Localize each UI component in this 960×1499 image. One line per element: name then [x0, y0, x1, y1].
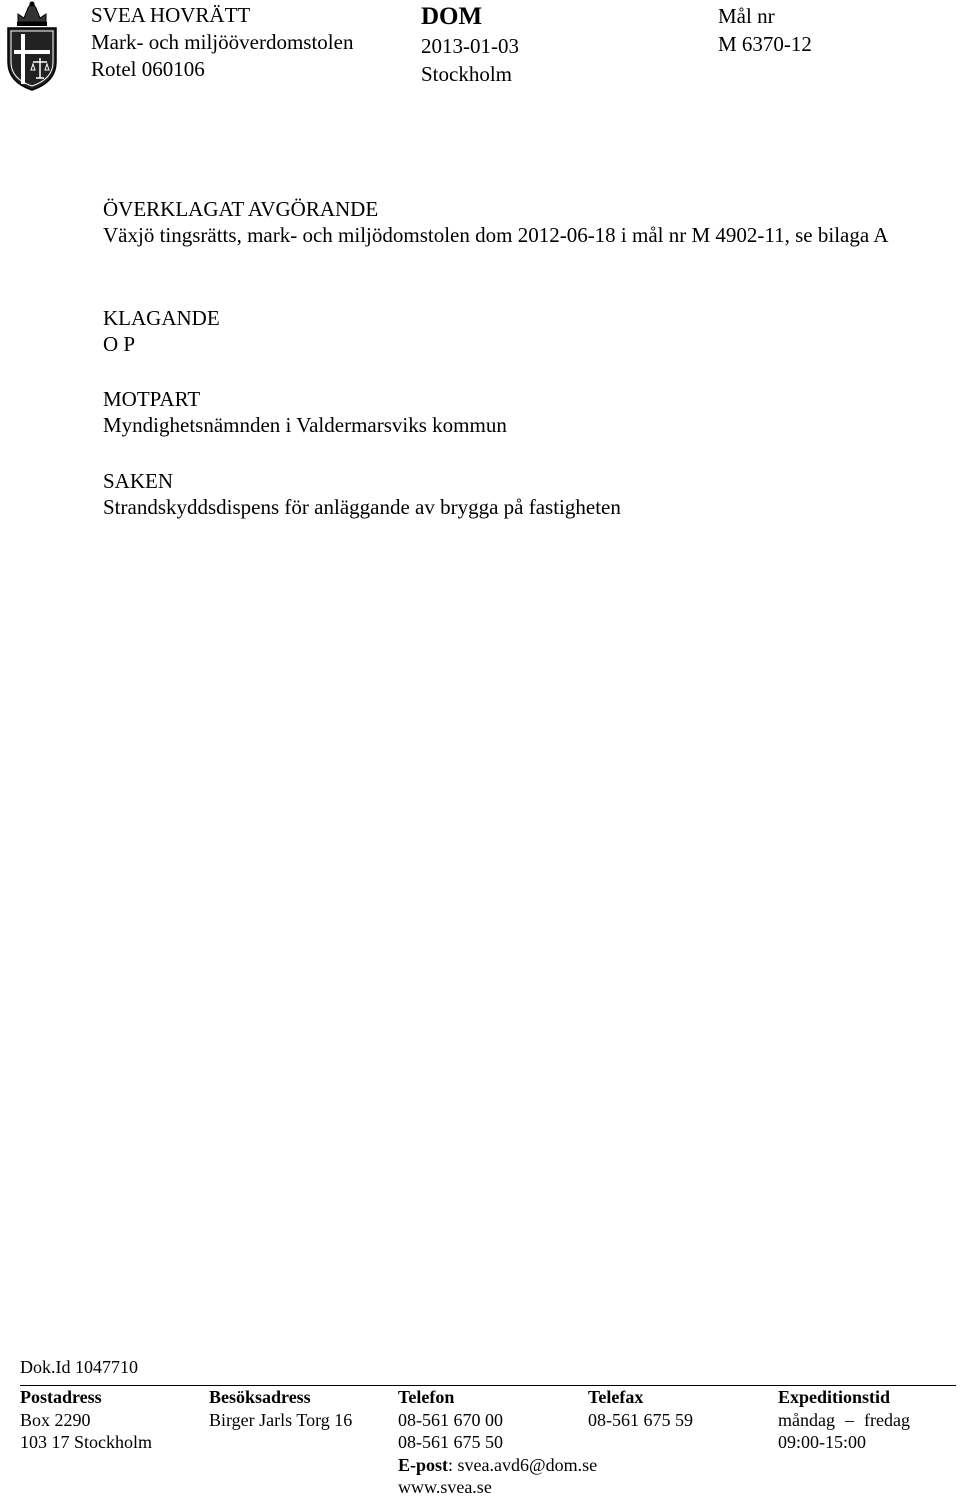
- matter-section: [103, 468, 621, 520]
- section-text: O P: [103, 332, 136, 356]
- day-to: fredag: [864, 1409, 910, 1430]
- footer-value: Box 2290: [20, 1409, 91, 1430]
- court-department: Mark- och miljööverdomstolen: [91, 30, 354, 54]
- section-heading: SAKEN: [103, 469, 174, 493]
- section-text: Myndighetsnämnden i Valdermarsviks kommun: [103, 413, 507, 437]
- document-type: DOM: [421, 3, 483, 30]
- footer-value: 08-561 675 50: [398, 1432, 503, 1452]
- footer-value: 08-561 670 00: [398, 1409, 503, 1430]
- footer-website[interactable]: www.svea.se: [398, 1477, 492, 1497]
- day-dash: –: [845, 1409, 854, 1430]
- section-heading: MOTPART: [103, 387, 201, 411]
- footer-label: Besöksadress: [209, 1387, 311, 1407]
- document-id: Dok.Id 1047710: [20, 1357, 138, 1377]
- case-number: M 6370-12: [718, 32, 812, 56]
- case-label: Mål nr: [718, 4, 775, 28]
- day-from: måndag: [778, 1409, 835, 1430]
- footer-email[interactable]: [398, 1454, 597, 1477]
- office-days: [778, 1409, 910, 1432]
- footer-label: Postadress: [20, 1387, 102, 1407]
- document-city: Stockholm: [421, 62, 513, 86]
- footer-value: Birger Jarls Torg 16: [209, 1409, 353, 1430]
- rotel-number: Rotel 060106: [91, 57, 205, 81]
- section-text: Växjö tingsrätts, mark- och miljödomstolen dom 2012-06-18 i mål nr M 4902-11, se bilaga A: [103, 223, 889, 247]
- footer-phone: [398, 1386, 597, 1499]
- footer-label: Expeditionstid: [778, 1387, 891, 1407]
- email-label: E-post: [398, 1454, 449, 1475]
- footer-label: Telefon: [398, 1387, 455, 1407]
- footer-office-hours: [778, 1386, 910, 1454]
- coat-of-arms-icon: [4, 0, 60, 92]
- appellant-section: [103, 305, 220, 357]
- footer-value: 08-561 675 59: [588, 1409, 693, 1430]
- appealed-decision-section: [103, 196, 923, 248]
- case-number-block: [718, 2, 812, 58]
- court-header: [91, 2, 353, 83]
- counterparty-section: [103, 386, 507, 438]
- section-text: Strandskyddsdispens för anläggande av brygga på fastigheten: [103, 495, 621, 519]
- footer-visit-address: [209, 1386, 352, 1431]
- office-time: 09:00-15:00: [778, 1432, 866, 1452]
- footer-label: Telefax: [588, 1387, 644, 1407]
- document-type-block: [421, 2, 519, 88]
- email-value: : svea.avd6@dom.se: [448, 1454, 598, 1475]
- footer-value: 103 17 Stockholm: [20, 1432, 153, 1452]
- section-heading: KLAGANDE: [103, 306, 220, 330]
- court-name: SVEA HOVRÄTT: [91, 3, 251, 27]
- footer-fax: [588, 1386, 693, 1431]
- document-date: 2013-01-03: [421, 34, 519, 58]
- section-heading: ÖVERKLAGAT AVGÖRANDE: [103, 197, 379, 221]
- footer-postal-address: [20, 1386, 152, 1454]
